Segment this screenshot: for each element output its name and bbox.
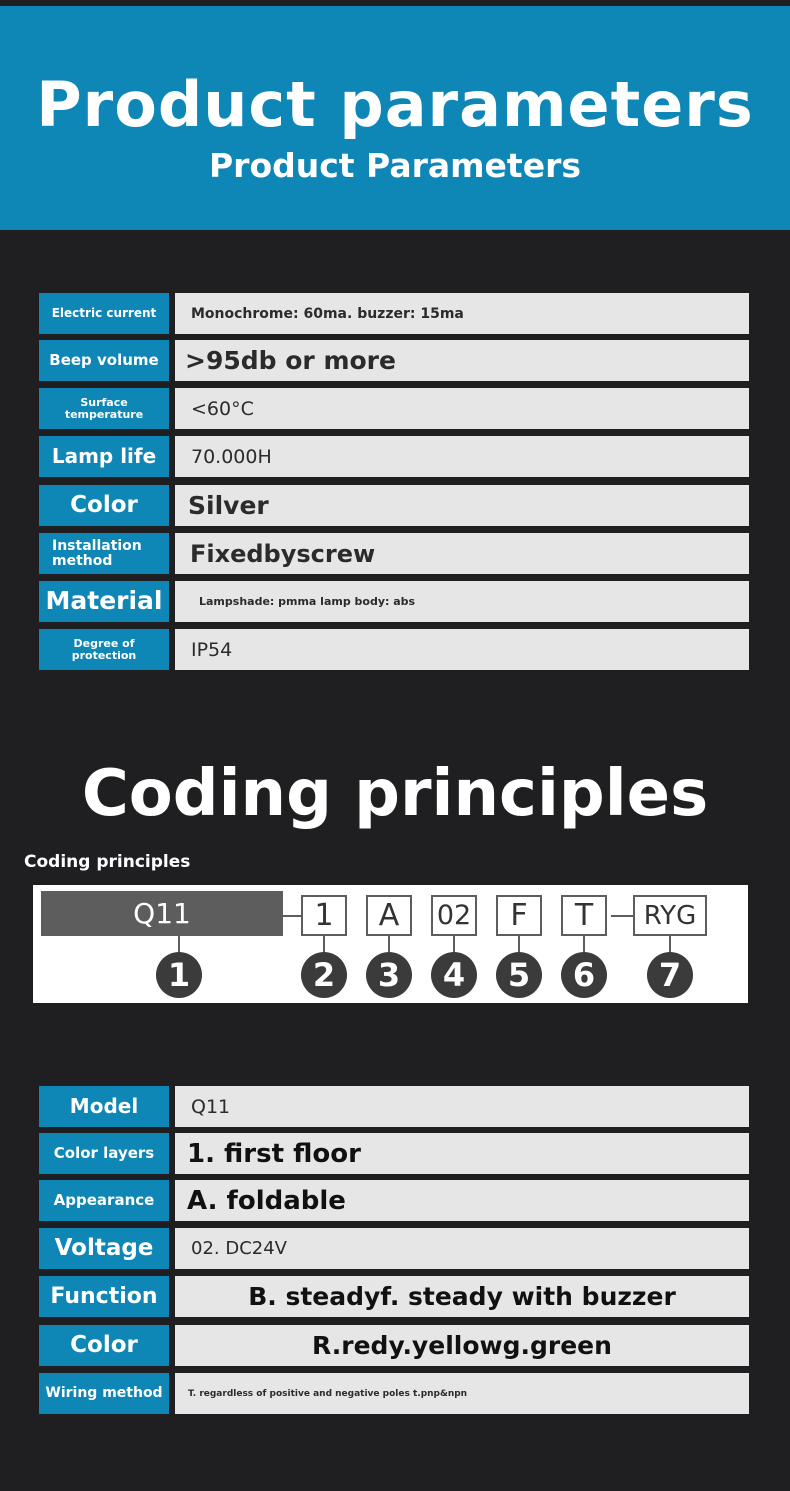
spec-label: Voltage	[39, 1228, 169, 1269]
param-row-lamp-life	[39, 436, 749, 477]
spec-value: R.redy.yellowg.green	[175, 1325, 749, 1366]
page-subtitle: Product Parameters	[208, 146, 582, 185]
spec-value: 02. DC24V	[175, 1228, 749, 1269]
code-part: T	[561, 895, 607, 936]
code-part: 1	[301, 895, 347, 936]
code-number-badge: 4	[431, 952, 477, 998]
param-value: Monochrome: 60ma. buzzer: 15ma	[175, 293, 749, 334]
code-number-badge: 6	[561, 952, 607, 998]
code-part: 02	[431, 895, 477, 936]
param-row-surface-temperature	[39, 388, 749, 429]
header-banner	[0, 6, 790, 230]
code-number-badge: 5	[496, 952, 542, 998]
spec-label: Color layers	[39, 1133, 169, 1174]
spec-label: Color	[39, 1325, 169, 1366]
code-model: Q11	[41, 891, 283, 936]
param-value: <60°C	[175, 388, 749, 429]
connector-line	[583, 936, 585, 952]
param-value: IP54	[175, 629, 749, 670]
connector-line	[669, 936, 671, 952]
spec-row-voltage	[39, 1228, 749, 1269]
param-label: Color	[39, 485, 169, 526]
spec-value: T. regardless of positive and negative poles t.pnp&npn	[175, 1373, 749, 1414]
connector-line	[178, 936, 180, 952]
connector-line	[611, 915, 633, 917]
connector-line	[283, 915, 301, 917]
spec-value: B. steadyf. steady with buzzer	[175, 1276, 749, 1317]
code-part: RYG	[633, 895, 707, 936]
param-value: Silver	[175, 485, 749, 526]
spec-row-appearance	[39, 1180, 749, 1221]
code-number-badge: 7	[647, 952, 693, 998]
spec-label: Model	[39, 1086, 169, 1127]
param-row-degree-of-protection	[39, 629, 749, 670]
param-value: Fixedbyscrew	[175, 533, 749, 574]
code-number-badge: 3	[366, 952, 412, 998]
code-number-badge: 2	[301, 952, 347, 998]
param-label: Installation method	[39, 533, 169, 574]
param-label: Beep volume	[39, 340, 169, 381]
param-value: 70.000H	[175, 436, 749, 477]
spec-row-function	[39, 1276, 749, 1317]
connector-line	[388, 936, 390, 952]
param-row-electric-current	[39, 293, 749, 334]
param-value: Lampshade: pmma lamp body: abs	[175, 581, 749, 622]
code-part: F	[496, 895, 542, 936]
param-row-beep-volume	[39, 340, 749, 381]
spec-value: 1. first floor	[175, 1133, 749, 1174]
param-value: >95db or more	[175, 340, 749, 381]
spec-row-color	[39, 1325, 749, 1366]
param-row-installation-method	[39, 533, 749, 574]
param-label: Material	[39, 581, 169, 622]
param-row-color	[39, 485, 749, 526]
spec-label: Wiring method	[39, 1373, 169, 1414]
param-label: Degree of protection	[39, 629, 169, 670]
spec-row-model	[39, 1086, 749, 1127]
code-number-badge: 1	[156, 952, 202, 998]
page-title: Product parameters	[36, 68, 754, 141]
code-part: A	[366, 895, 412, 936]
spec-value: Q11	[175, 1086, 749, 1127]
section-title: Coding principles	[81, 757, 709, 831]
spec-row-wiring-method	[39, 1373, 749, 1414]
spec-label: Function	[39, 1276, 169, 1317]
param-label: Lamp life	[39, 436, 169, 477]
connector-line	[453, 936, 455, 952]
coding-diagram	[33, 885, 748, 1003]
connector-line	[518, 936, 520, 952]
spec-label: Appearance	[39, 1180, 169, 1221]
param-label: Electric current	[39, 293, 169, 334]
connector-line	[323, 936, 325, 952]
coding-label: Coding principles	[24, 852, 191, 872]
spec-row-color-layers	[39, 1133, 749, 1174]
param-label: Surface temperature	[39, 388, 169, 429]
param-row-material	[39, 581, 749, 622]
spec-value: A. foldable	[175, 1180, 749, 1221]
